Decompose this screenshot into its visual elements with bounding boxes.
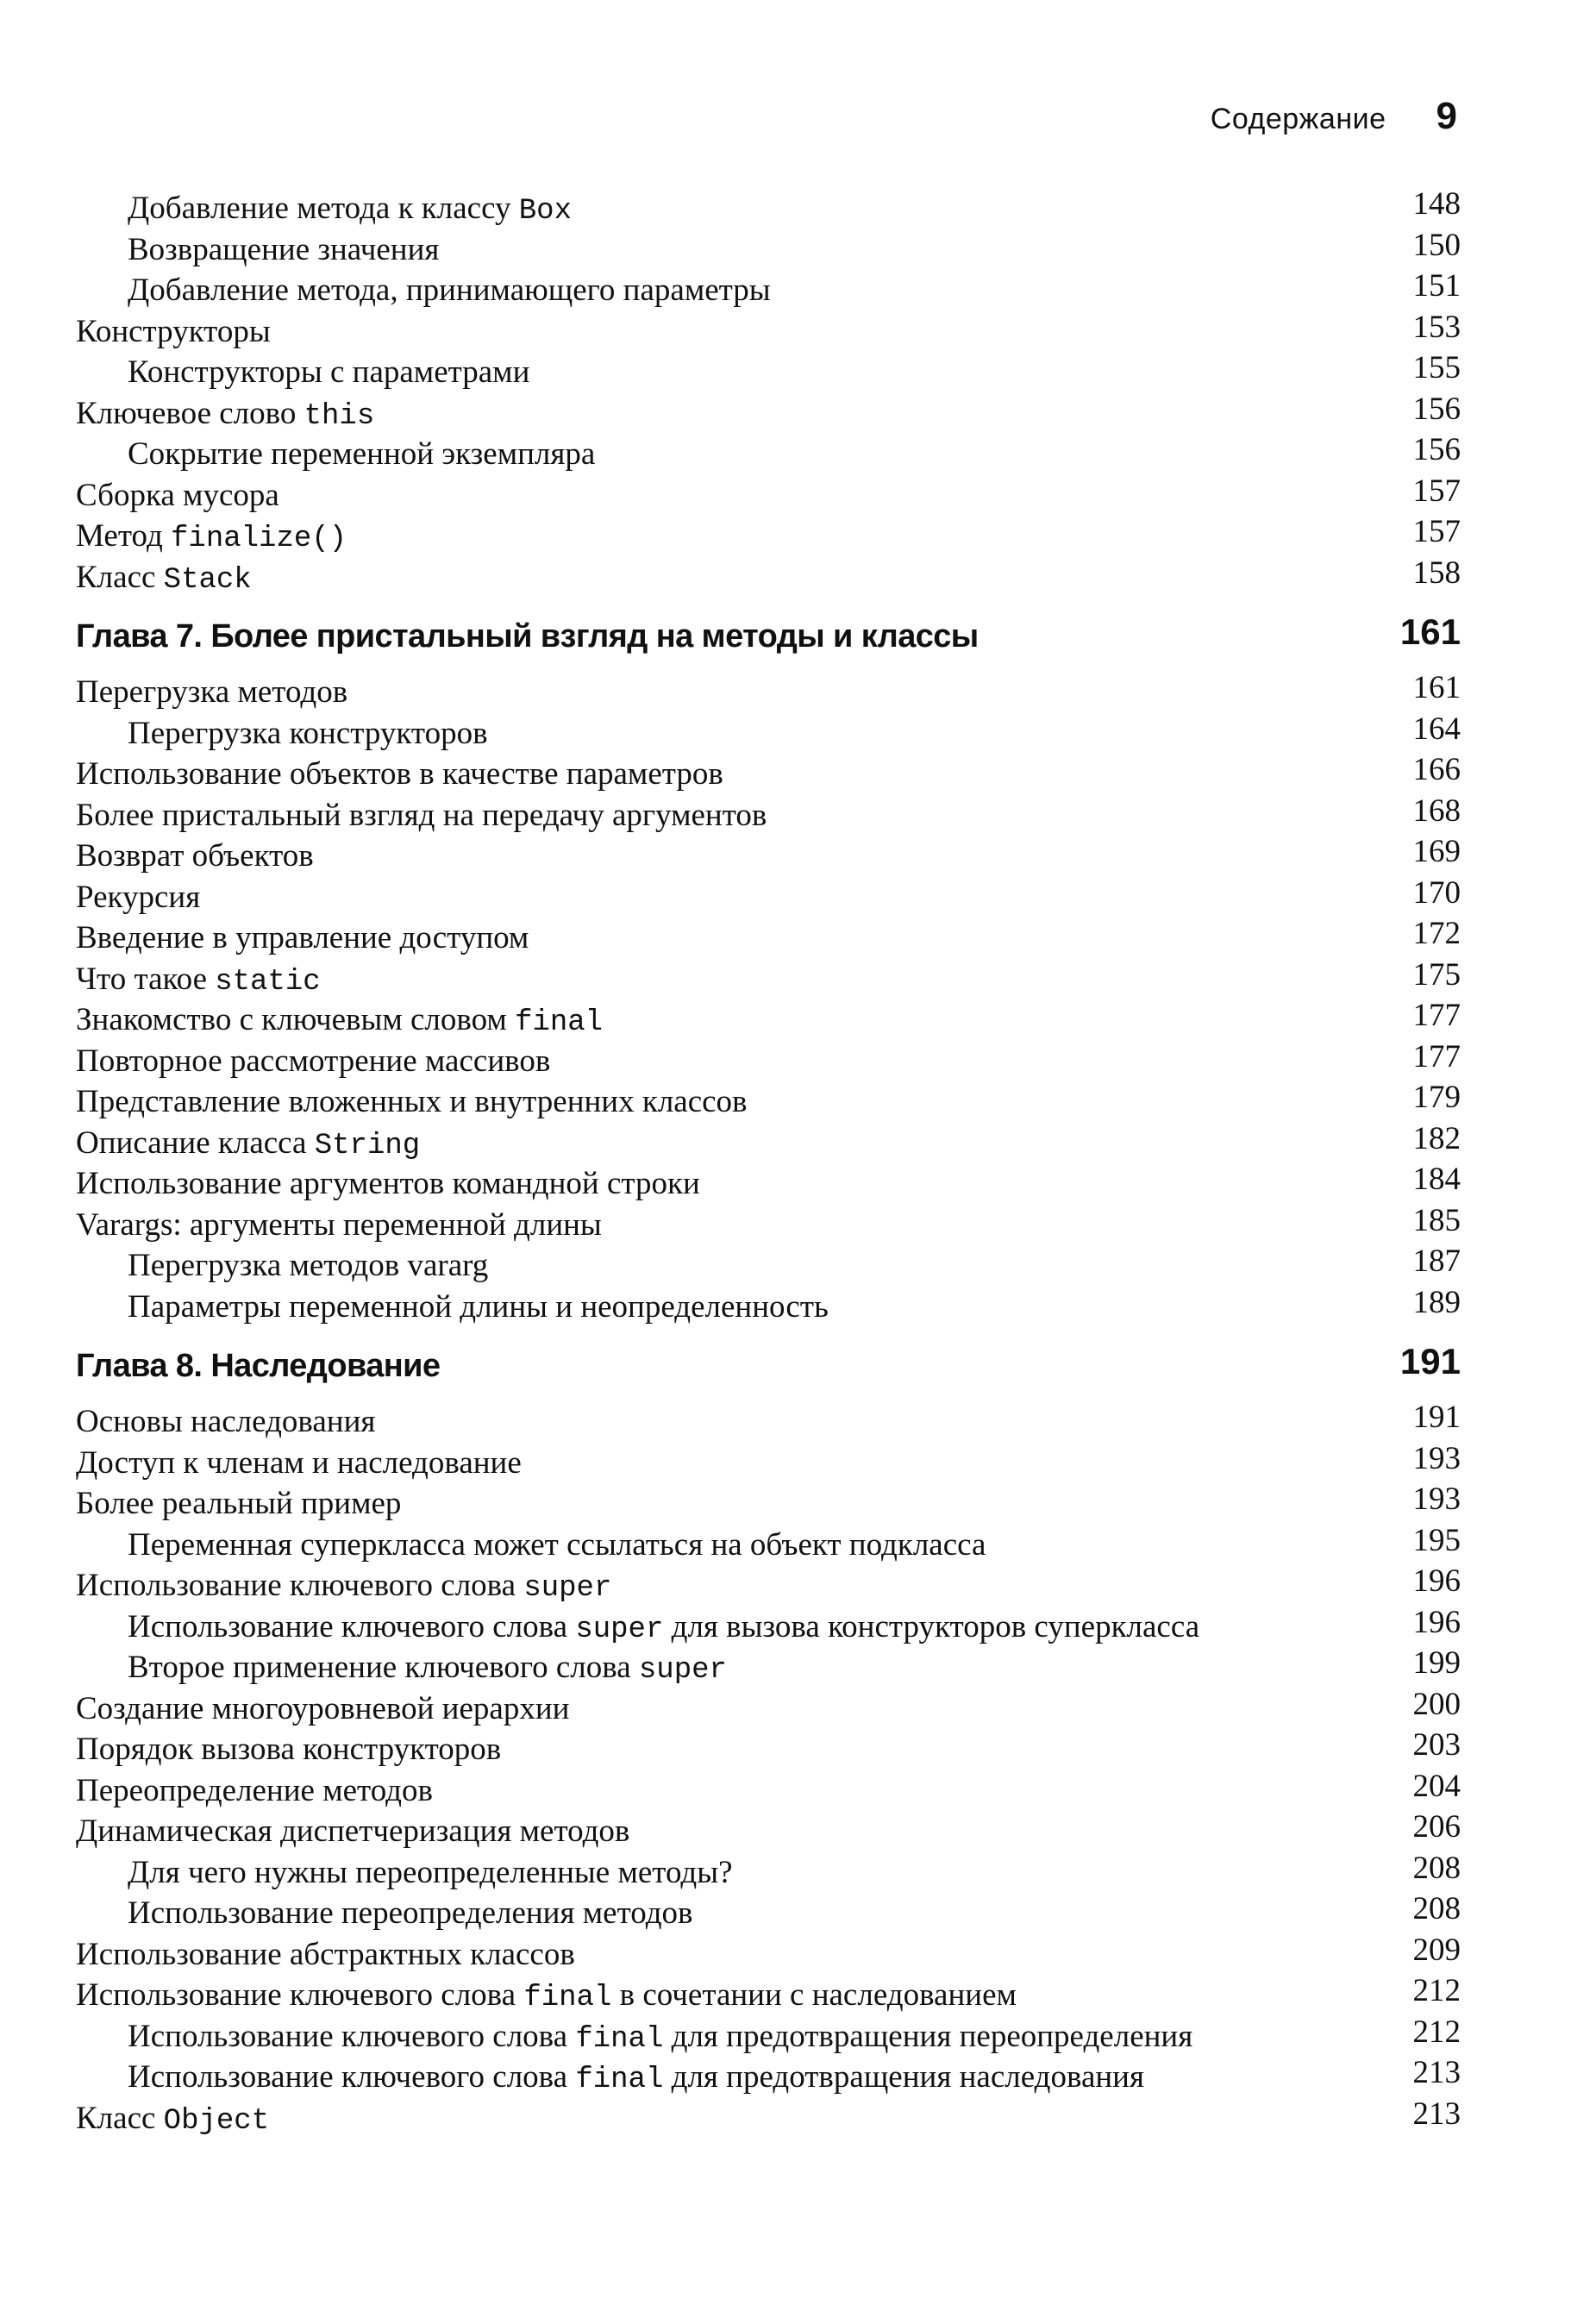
toc-entry-title [128,270,771,311]
entry-text: Класс [76,2100,164,2136]
code-term: Stack [163,563,252,597]
entry-text: Возврат объектов [76,838,314,874]
toc-entry [76,554,1461,598]
toc-subentry [76,188,1461,229]
entry-text: Знакомство с ключевым словом [76,1002,516,1037]
toc-entry-title [76,1443,522,1484]
toc-entry [76,836,1461,877]
toc-entry-title [128,352,529,393]
entry-text: Добавление метода к классу [128,191,519,226]
code-term: super [638,1654,727,1687]
toc-page-number: 148 [1412,186,1461,222]
toc-entry [76,311,1461,353]
toc-entry-title [76,877,200,918]
entry-text: Параметры переменной длины и неопределенность [128,1288,829,1325]
entry-text: для вызова конструкторов суперкласса [663,1608,1200,1644]
toc-subentry [76,713,1461,755]
entry-text: Доступ к членам и наследование [76,1444,522,1481]
toc-entry-title [128,1647,727,1692]
toc-entry [76,1934,1461,1976]
toc-entry-title [128,188,572,233]
entry-text: Ключевое слово [76,395,304,431]
toc-entry-title [76,1081,748,1123]
entry-text: Переменная суперкласса может ссылаться на объект подкласса [128,1526,986,1563]
chapter-title: Глава 7. Более пристальный взгляд на методы и классы [76,618,979,655]
toc-entry-title [128,434,595,475]
toc-page-number: 150 [1412,227,1461,263]
toc-entry [76,672,1461,713]
table-of-contents [76,188,1461,2139]
toc-page-number: 177 [1412,1038,1461,1074]
toc-entry-title [76,1483,401,1525]
toc-page-number: 189 [1412,1284,1461,1320]
toc-entry-title [76,959,321,1004]
toc-page-number: 213 [1412,2095,1461,2132]
toc-page-number: 209 [1412,1932,1461,1968]
toc-page-number: 156 [1412,432,1461,467]
entry-text: Использование ключевого слова [76,1977,524,2013]
toc-entry-title [128,2057,1144,2102]
toc-subentry [76,2057,1461,2098]
toc-entry-title [76,1205,602,1246]
toc-entry-title [128,1525,986,1566]
toc-page-number: 200 [1412,1686,1461,1722]
entry-text: Введение в управление доступом [76,920,529,955]
toc-entry [76,1038,1461,1082]
toc-page-number: 213 [1412,2055,1461,2090]
toc-page-number: 187 [1412,1243,1461,1279]
toc-page-number: 212 [1412,2014,1461,2050]
entry-text: Повторное рассмотрение массивов [76,1043,551,1079]
entry-text: Рекурсия [76,879,201,915]
toc-entry-title [76,1975,1017,2020]
entry-text: Динамическая диспетчеризация методов [76,1813,630,1849]
toc-page-number: 166 [1412,752,1461,787]
entry-text: Перегрузка конструкторов [128,715,488,751]
entry-text: Что такое [76,961,216,997]
chapter-page-number: 191 [1399,1341,1461,1381]
toc-entry-title [76,393,374,438]
toc-entry-title [76,672,347,713]
entry-text: для предотвращения наследования [663,2059,1144,2095]
toc-entry [76,999,1461,1041]
toc-entry [76,1565,1461,1607]
toc-entry [76,1401,1461,1443]
code-term: Object [163,2104,270,2138]
entry-text: Конструкторы [76,313,271,349]
toc-entry-title [76,1041,550,1082]
entry-text: Использование переопределения методов [128,1895,693,1931]
entry-text: Для чего нужны переопределенные методы? [128,1854,733,1890]
toc-entry [76,1483,1461,1525]
toc-page-number: 208 [1412,1850,1461,1886]
toc-page-number: 169 [1412,834,1461,869]
toc-page-number: 164 [1412,711,1461,747]
toc-entry-title [128,1287,829,1328]
entry-text: Более пристальный взгляд на передачу аргументов [76,797,767,833]
toc-entry [76,956,1461,1000]
entry-text: Добавление метода, принимающего параметры [128,272,771,308]
toc-page-number: 168 [1412,792,1461,829]
running-header [1211,95,1457,138]
toc-entry-title [76,1770,433,1812]
entry-text: Перегрузка методов [76,674,348,710]
toc-entry-title [128,2016,1192,2061]
entry-text: Метод [76,518,172,554]
toc-page-number: 158 [1412,554,1461,591]
toc-page-number: 156 [1412,391,1461,427]
toc-page-number: 208 [1412,1891,1461,1926]
toc-entry-title [76,311,271,353]
toc-entry [76,1081,1461,1123]
toc-page-number: 199 [1412,1645,1461,1681]
toc-entry-title [76,795,767,836]
toc-page-number: 191 [1412,1400,1461,1435]
toc-entry [76,1202,1461,1246]
code-term: this [304,399,375,433]
chapter-heading [76,610,1461,670]
code-term: Box [518,195,572,228]
toc-entry-title [76,1729,501,1770]
code-term: final [575,2064,664,2096]
toc-page-number: 193 [1412,1440,1461,1476]
entry-text: Перегрузка методов vararg [128,1248,489,1283]
toc-subentry [76,229,1461,271]
entry-text: Использование ключевого слова [128,2059,576,2095]
toc-entry [76,1770,1461,1812]
toc-entry-title [76,1163,700,1205]
toc-page-number: 203 [1412,1727,1461,1763]
toc-page-number: 196 [1412,1604,1461,1640]
entry-text: Использование ключевого слова [128,1608,576,1644]
toc-entry [76,1440,1461,1484]
code-term: String [314,1129,421,1162]
toc-entry-title [128,1893,693,1934]
toc-entry-title [76,1123,420,1168]
toc-entry [76,516,1461,557]
entry-text: Описание класса [76,1124,315,1161]
toc-entry-title [128,229,439,271]
entry-text: Порядок вызова конструкторов [76,1732,502,1767]
toc-entry [76,1688,1461,1730]
toc-page-number: 161 [1412,670,1461,705]
entry-text: Сборка мусора [76,477,279,513]
toc-page-number: 206 [1412,1809,1461,1845]
code-term: super [523,1572,612,1605]
toc-subentry [76,270,1461,311]
toc-page-number: 182 [1412,1120,1461,1156]
toc-entry [76,2095,1461,2139]
toc-page-number: 193 [1412,1481,1461,1517]
toc-page-number: 185 [1412,1202,1461,1238]
toc-entry [76,754,1461,795]
chapter-title: Глава 8. Наследование [76,1348,441,1384]
entry-text: Использование объектов в качестве параметров [76,756,723,792]
entry-text: Второе применение ключевого слова [128,1650,639,1685]
toc-page-number: 196 [1412,1563,1461,1599]
toc-entry [76,918,1461,959]
toc-entry [76,1811,1461,1852]
code-term: final [575,2022,664,2056]
toc-subentry [76,1522,1461,1566]
toc-page-number: 195 [1412,1522,1461,1558]
entry-text: Основы наследования [76,1404,376,1439]
toc-entry [76,475,1461,517]
entry-text: в сочетании с наследованием [611,1977,1017,2013]
toc-entry-title [76,2098,269,2143]
toc-page-number: 155 [1412,350,1461,385]
toc-page-number: 204 [1412,1768,1461,1804]
toc-entry-title [76,918,529,959]
toc-entry-title [76,557,252,602]
header-page-number: 9 [1436,95,1457,137]
toc-page-number: 157 [1412,473,1461,509]
code-term: final [523,1982,612,2014]
toc-page-number: 175 [1412,956,1461,993]
code-term: final [515,1006,604,1039]
code-term: super [575,1613,664,1646]
toc-entry-title [76,1688,569,1730]
toc-page-number: 177 [1412,998,1461,1033]
toc-subentry [76,352,1461,393]
entry-text: Использование абстрактных классов [76,1936,575,1972]
toc-page-number: 151 [1412,268,1461,304]
toc-entry-title [76,754,723,795]
code-term: finalize() [171,523,347,555]
toc-entry-title [76,475,279,517]
toc-entry [76,1163,1461,1205]
entry-text: Возвращение значения [128,231,440,267]
toc-subentry [76,2016,1461,2058]
toc-page-number: 157 [1412,514,1461,549]
toc-page-number: 184 [1412,1162,1461,1197]
toc-entry [76,792,1461,836]
toc-entry-title [76,999,603,1044]
toc-page-number: 212 [1412,1973,1461,2008]
entry-text: Использование ключевого слова [128,2018,576,2054]
code-term: static [215,965,321,999]
toc-entry [76,874,1461,918]
toc-entry-title [128,1245,488,1287]
entry-text: Класс [76,559,164,595]
entry-text: Использование ключевого слова [76,1568,524,1603]
toc-entry [76,393,1461,435]
toc-entry-title [128,713,488,755]
toc-entry-title [128,1852,733,1894]
toc-page-number: 170 [1412,874,1461,911]
entry-text: Конструкторы с параметрами [128,354,530,390]
toc-entry [76,1975,1461,2016]
toc-entry-title [76,836,314,877]
entry-text: Создание многоуровневой иерархии [76,1690,570,1726]
entry-text: Переопределение методов [76,1772,433,1808]
entry-text: Varargs: аргументы переменной длины [76,1206,602,1243]
toc-entry-title [76,1934,575,1976]
toc-page-number: 172 [1412,916,1461,951]
toc-entry [76,1729,1461,1770]
toc-entry-title [76,1811,629,1852]
entry-text: Представление вложенных и внутренних классов [76,1084,748,1119]
toc-entry-title [128,1607,1199,1651]
toc-page-number: 179 [1412,1080,1461,1115]
entry-text: Сокрытие переменной экземпляра [128,436,596,472]
toc-subentry [76,434,1461,475]
toc-entry-title [76,1565,611,1610]
toc-subentry [76,1647,1461,1688]
toc-entry [76,1120,1461,1164]
toc-subentry [76,1852,1461,1894]
entry-text: Более реальный пример [76,1486,402,1521]
toc-subentry [76,1604,1461,1648]
header-title: Содержание [1210,103,1386,135]
toc-subentry [76,1893,1461,1934]
toc-entry-title [76,516,347,561]
toc-subentry [76,1284,1461,1328]
toc-entry-title [76,1401,375,1443]
entry-text: Использование аргументов командной строки [76,1166,700,1201]
toc-page-number: 153 [1412,309,1461,345]
entry-text: для предотвращения переопределения [663,2018,1193,2054]
chapter-page-number: 161 [1399,611,1461,652]
toc-subentry [76,1245,1461,1287]
chapter-heading [76,1339,1461,1400]
